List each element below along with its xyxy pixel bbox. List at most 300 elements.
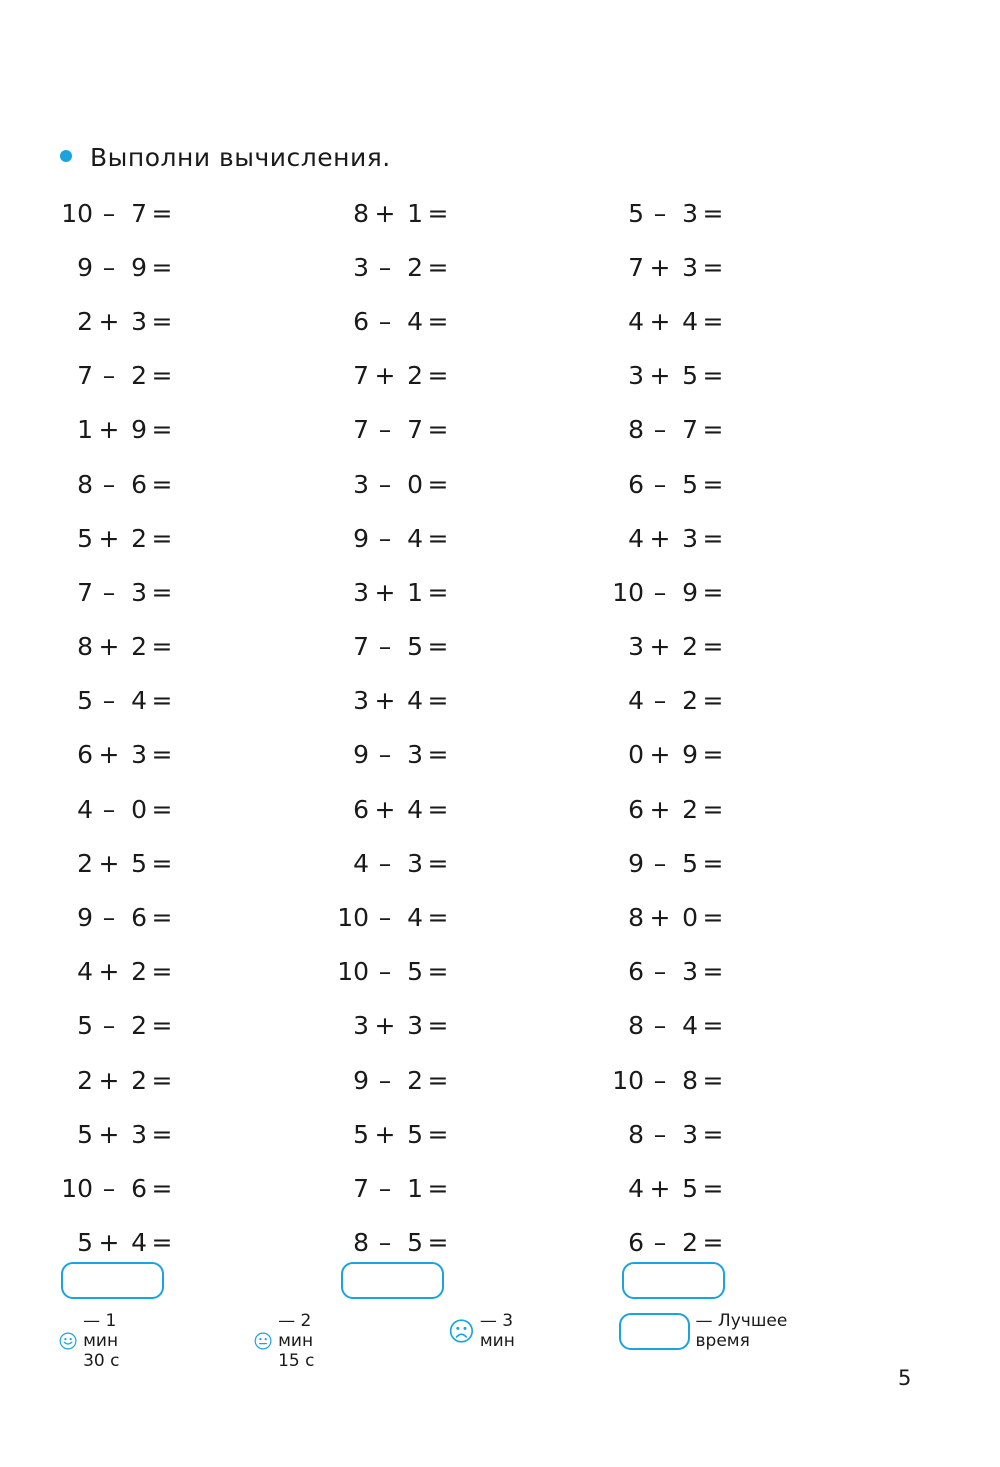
equals-sign: =: [427, 523, 449, 553]
equals-sign: =: [702, 469, 724, 499]
operand-b: 0: [131, 794, 147, 824]
operand-a: 9: [77, 903, 93, 933]
problem-row: [57, 294, 177, 348]
operator: –: [102, 686, 116, 716]
operand-b: 6: [131, 469, 147, 499]
operator: +: [374, 577, 396, 607]
operand-a: 1: [77, 415, 93, 445]
operand-b: 3: [131, 306, 147, 336]
operand-a: 5: [628, 198, 644, 228]
operand-b: 2: [131, 1065, 147, 1095]
neutral-face-icon: [254, 1322, 272, 1360]
operator: –: [653, 957, 667, 987]
problem-row: [333, 457, 453, 511]
problem-row: [57, 565, 177, 619]
operator: –: [378, 252, 392, 282]
problem-row: [333, 890, 453, 944]
problem-row: [608, 186, 728, 240]
operator: +: [98, 306, 120, 336]
operand-a: 8: [77, 632, 93, 662]
operand-b: 5: [407, 1228, 423, 1258]
problem-row: [608, 1161, 728, 1215]
operator: –: [653, 1065, 667, 1095]
operator: –: [653, 848, 667, 878]
legend-sad-text: — 3 мин: [479, 1311, 515, 1351]
problem-column-1: [57, 186, 177, 1270]
problem-row: [57, 674, 177, 728]
equals-sign: =: [151, 577, 173, 607]
operand-b: 3: [407, 740, 423, 770]
equals-sign: =: [427, 903, 449, 933]
operand-b: 4: [407, 903, 423, 933]
operand-a: 10: [337, 957, 369, 987]
equals-sign: =: [427, 252, 449, 282]
operand-a: 10: [612, 577, 644, 607]
operator: –: [378, 903, 392, 933]
operator: +: [374, 1119, 396, 1149]
operator: –: [653, 1119, 667, 1149]
equals-sign: =: [702, 415, 724, 445]
problem-row: [333, 294, 453, 348]
operand-b: 4: [407, 686, 423, 716]
operand-b: 2: [131, 361, 147, 391]
equals-sign: =: [151, 1119, 173, 1149]
operand-a: 7: [77, 361, 93, 391]
problem-row: [57, 890, 177, 944]
problem-row: [57, 511, 177, 565]
equals-sign: =: [702, 686, 724, 716]
problem-row: [608, 294, 728, 348]
best-time-box[interactable]: [619, 1313, 690, 1350]
page-number: 5: [898, 1366, 912, 1390]
operand-a: 4: [628, 306, 644, 336]
equals-sign: =: [151, 252, 173, 282]
operand-b: 2: [682, 1228, 698, 1258]
equals-sign: =: [427, 306, 449, 336]
problem-row: [333, 1161, 453, 1215]
happy-face-icon: [59, 1322, 77, 1360]
problem-row: [608, 945, 728, 999]
operand-b: 5: [682, 1173, 698, 1203]
operand-b: 5: [407, 632, 423, 662]
operator: +: [649, 740, 671, 770]
operand-b: 2: [131, 632, 147, 662]
equals-sign: =: [702, 1119, 724, 1149]
operand-a: 3: [353, 577, 369, 607]
operand-b: 2: [407, 1065, 423, 1095]
operand-a: 9: [353, 740, 369, 770]
equals-sign: =: [702, 1011, 724, 1041]
operator: –: [378, 632, 392, 662]
operand-a: 9: [628, 848, 644, 878]
operator: +: [374, 686, 396, 716]
problem-row: [57, 782, 177, 836]
operator: –: [102, 252, 116, 282]
operand-b: 5: [407, 957, 423, 987]
operand-a: 9: [353, 1065, 369, 1095]
operand-a: 8: [628, 1119, 644, 1149]
problem-row: [57, 836, 177, 890]
problem-row: [608, 999, 728, 1053]
operand-a: 4: [628, 1173, 644, 1203]
operator: +: [649, 252, 671, 282]
operand-b: 4: [682, 1011, 698, 1041]
equals-sign: =: [702, 523, 724, 553]
operand-b: 1: [407, 1173, 423, 1203]
equals-sign: =: [702, 1173, 724, 1203]
equals-sign: =: [702, 306, 724, 336]
operator: –: [653, 415, 667, 445]
problem-row: [333, 728, 453, 782]
problem-row: [57, 1107, 177, 1161]
operand-a: 2: [77, 1065, 93, 1095]
operand-a: 10: [337, 903, 369, 933]
legend-best: [619, 1311, 797, 1351]
legend-happy-text: — 1 мин 30 с: [83, 1311, 120, 1371]
equals-sign: =: [427, 632, 449, 662]
operand-a: 7: [353, 1173, 369, 1203]
operand-a: 5: [77, 1119, 93, 1149]
operator: +: [98, 1065, 120, 1095]
operand-b: 9: [131, 252, 147, 282]
problem-row: [608, 511, 728, 565]
equals-sign: =: [702, 1228, 724, 1258]
operator: –: [653, 686, 667, 716]
operand-a: 4: [628, 523, 644, 553]
operator: +: [649, 523, 671, 553]
operator: –: [378, 957, 392, 987]
operand-b: 5: [682, 361, 698, 391]
operand-b: 2: [682, 794, 698, 824]
equals-sign: =: [151, 361, 173, 391]
operator: –: [653, 469, 667, 499]
operand-a: 8: [628, 903, 644, 933]
operand-a: 5: [77, 1228, 93, 1258]
problem-row: [57, 457, 177, 511]
operand-b: 3: [131, 577, 147, 607]
operand-a: 5: [77, 1011, 93, 1041]
operator: –: [653, 577, 667, 607]
operand-a: 3: [628, 361, 644, 391]
operator: –: [653, 198, 667, 228]
equals-sign: =: [151, 1173, 173, 1203]
operator: +: [649, 632, 671, 662]
operator: +: [98, 415, 120, 445]
operator: +: [374, 361, 396, 391]
equals-sign: =: [427, 469, 449, 499]
problem-row: [57, 620, 177, 674]
operand-a: 8: [353, 1228, 369, 1258]
operand-b: 4: [131, 686, 147, 716]
operator: –: [378, 523, 392, 553]
operator: –: [102, 198, 116, 228]
operator: –: [102, 469, 116, 499]
equals-sign: =: [151, 198, 173, 228]
equals-sign: =: [151, 1065, 173, 1095]
operand-b: 3: [682, 1119, 698, 1149]
operand-a: 6: [353, 794, 369, 824]
time-box-column-1[interactable]: [61, 1262, 164, 1299]
operand-a: 7: [353, 361, 369, 391]
operand-a: 3: [353, 686, 369, 716]
equals-sign: =: [427, 957, 449, 987]
operand-b: 4: [131, 1228, 147, 1258]
operand-b: 4: [407, 794, 423, 824]
equals-sign: =: [427, 740, 449, 770]
problem-column-3: [608, 186, 728, 1270]
problem-row: [333, 836, 453, 890]
operand-a: 0: [628, 740, 644, 770]
equals-sign: =: [151, 469, 173, 499]
operand-b: 6: [131, 1173, 147, 1203]
problem-row: [333, 511, 453, 565]
problem-row: [608, 1053, 728, 1107]
operand-b: 4: [407, 306, 423, 336]
operator: –: [102, 903, 116, 933]
operator: +: [98, 523, 120, 553]
operand-a: 7: [353, 632, 369, 662]
operand-b: 5: [682, 848, 698, 878]
operand-a: 8: [628, 1011, 644, 1041]
problem-row: [57, 186, 177, 240]
problem-row: [608, 890, 728, 944]
operand-a: 7: [77, 577, 93, 607]
operand-b: 7: [407, 415, 423, 445]
operator: –: [378, 1173, 392, 1203]
operand-a: 3: [628, 632, 644, 662]
equals-sign: =: [151, 794, 173, 824]
operand-b: 5: [131, 848, 147, 878]
operand-a: 8: [77, 469, 93, 499]
problem-row: [608, 674, 728, 728]
operand-b: 7: [682, 415, 698, 445]
problem-row: [608, 349, 728, 403]
equals-sign: =: [151, 848, 173, 878]
equals-sign: =: [702, 957, 724, 987]
equals-sign: =: [427, 1011, 449, 1041]
problem-row: [608, 457, 728, 511]
operand-a: 5: [353, 1119, 369, 1149]
operand-a: 7: [353, 415, 369, 445]
operator: +: [649, 306, 671, 336]
operand-a: 4: [77, 794, 93, 824]
operand-b: 2: [131, 957, 147, 987]
equals-sign: =: [702, 252, 724, 282]
operand-b: 9: [682, 740, 698, 770]
problem-row: [608, 403, 728, 457]
operand-a: 4: [77, 957, 93, 987]
operand-b: 8: [682, 1065, 698, 1095]
operator: –: [102, 1011, 116, 1041]
operand-b: 2: [131, 1011, 147, 1041]
operand-a: 5: [77, 686, 93, 716]
operator: +: [649, 794, 671, 824]
operator: +: [374, 198, 396, 228]
operator: –: [378, 848, 392, 878]
operator: +: [98, 957, 120, 987]
equals-sign: =: [427, 1173, 449, 1203]
operand-a: 2: [77, 848, 93, 878]
problem-row: [333, 945, 453, 999]
operand-b: 3: [131, 1119, 147, 1149]
operand-a: 6: [628, 469, 644, 499]
operator: –: [378, 306, 392, 336]
problem-row: [333, 349, 453, 403]
equals-sign: =: [151, 632, 173, 662]
problem-row: [333, 999, 453, 1053]
legend-happy: [59, 1311, 138, 1371]
problem-row: [333, 403, 453, 457]
operator: –: [102, 577, 116, 607]
operand-a: 8: [353, 198, 369, 228]
operator: –: [378, 1228, 392, 1258]
operator: –: [653, 1011, 667, 1041]
operator: –: [378, 469, 392, 499]
equals-sign: =: [702, 903, 724, 933]
operator: +: [649, 361, 671, 391]
operand-a: 9: [77, 252, 93, 282]
operator: –: [102, 361, 116, 391]
problem-row: [333, 1107, 453, 1161]
operator: +: [98, 740, 120, 770]
problem-row: [608, 240, 728, 294]
operand-a: 6: [628, 1228, 644, 1258]
problem-row: [57, 1161, 177, 1215]
operand-b: 3: [407, 1011, 423, 1041]
operand-b: 3: [131, 740, 147, 770]
time-box-column-2[interactable]: [341, 1262, 444, 1299]
instruction: [60, 143, 391, 172]
equals-sign: =: [151, 740, 173, 770]
operand-b: 3: [682, 198, 698, 228]
operand-b: 1: [407, 577, 423, 607]
operator: –: [653, 1228, 667, 1258]
problem-row: [608, 728, 728, 782]
operand-b: 2: [682, 632, 698, 662]
operator: –: [378, 415, 392, 445]
operand-a: 9: [353, 523, 369, 553]
time-box-column-3[interactable]: [622, 1262, 725, 1299]
operator: +: [649, 1173, 671, 1203]
operator: +: [98, 848, 120, 878]
operand-a: 10: [612, 1065, 644, 1095]
equals-sign: =: [702, 1065, 724, 1095]
operand-b: 5: [407, 1119, 423, 1149]
operand-a: 10: [61, 198, 93, 228]
operand-b: 3: [682, 957, 698, 987]
equals-sign: =: [427, 1228, 449, 1258]
operand-b: 0: [682, 903, 698, 933]
operand-a: 5: [77, 523, 93, 553]
equals-sign: =: [151, 1011, 173, 1041]
operand-b: 5: [682, 469, 698, 499]
equals-sign: =: [151, 957, 173, 987]
operand-b: 4: [407, 523, 423, 553]
problem-row: [333, 565, 453, 619]
operand-b: 1: [407, 198, 423, 228]
equals-sign: =: [702, 632, 724, 662]
operator: –: [102, 794, 116, 824]
operand-a: 3: [353, 252, 369, 282]
operand-a: 2: [77, 306, 93, 336]
equals-sign: =: [702, 577, 724, 607]
problem-row: [57, 999, 177, 1053]
operand-b: 7: [131, 198, 147, 228]
operand-b: 3: [682, 523, 698, 553]
equals-sign: =: [702, 361, 724, 391]
equals-sign: =: [702, 794, 724, 824]
equals-sign: =: [151, 903, 173, 933]
operand-b: 2: [407, 252, 423, 282]
equals-sign: =: [702, 198, 724, 228]
legend-sad: [449, 1311, 528, 1351]
problem-row: [333, 782, 453, 836]
operand-a: 3: [353, 469, 369, 499]
problem-row: [608, 1107, 728, 1161]
operand-b: 9: [682, 577, 698, 607]
problem-row: [333, 186, 453, 240]
equals-sign: =: [151, 1228, 173, 1258]
operand-b: 2: [682, 686, 698, 716]
operand-a: 4: [628, 686, 644, 716]
operator: +: [98, 1119, 120, 1149]
problem-row: [608, 836, 728, 890]
operand-a: 3: [353, 1011, 369, 1041]
problem-row: [608, 565, 728, 619]
equals-sign: =: [427, 415, 449, 445]
operator: +: [374, 1011, 396, 1041]
equals-sign: =: [151, 523, 173, 553]
operand-a: 6: [77, 740, 93, 770]
operand-b: 4: [682, 306, 698, 336]
problem-row: [333, 1053, 453, 1107]
equals-sign: =: [151, 415, 173, 445]
equals-sign: =: [427, 686, 449, 716]
problem-row: [57, 240, 177, 294]
operand-a: 4: [353, 848, 369, 878]
problem-row: [57, 403, 177, 457]
operator: –: [102, 1173, 116, 1203]
problem-row: [57, 945, 177, 999]
operator: –: [378, 740, 392, 770]
operand-a: 8: [628, 415, 644, 445]
equals-sign: =: [427, 198, 449, 228]
problem-row: [608, 620, 728, 674]
equals-sign: =: [427, 794, 449, 824]
operand-b: 3: [407, 848, 423, 878]
equals-sign: =: [151, 686, 173, 716]
operand-a: 6: [628, 794, 644, 824]
problem-row: [333, 240, 453, 294]
operator: –: [378, 1065, 392, 1095]
operator: +: [649, 903, 671, 933]
operand-b: 2: [407, 361, 423, 391]
legend-best-text: — Лучшее время: [695, 1311, 788, 1351]
problem-column-2: [333, 186, 453, 1270]
problem-row: [57, 728, 177, 782]
legend-neutral: [254, 1311, 333, 1371]
instruction-text: Выполни вычисления.: [90, 143, 391, 172]
operand-a: 10: [61, 1173, 93, 1203]
problem-row: [57, 1053, 177, 1107]
equals-sign: =: [427, 361, 449, 391]
legend-neutral-text: — 2 мин 15 с: [278, 1311, 315, 1371]
sad-face-icon: [449, 1312, 474, 1350]
operand-a: 7: [628, 252, 644, 282]
operand-b: 3: [682, 252, 698, 282]
operand-b: 6: [131, 903, 147, 933]
operand-b: 0: [407, 469, 423, 499]
